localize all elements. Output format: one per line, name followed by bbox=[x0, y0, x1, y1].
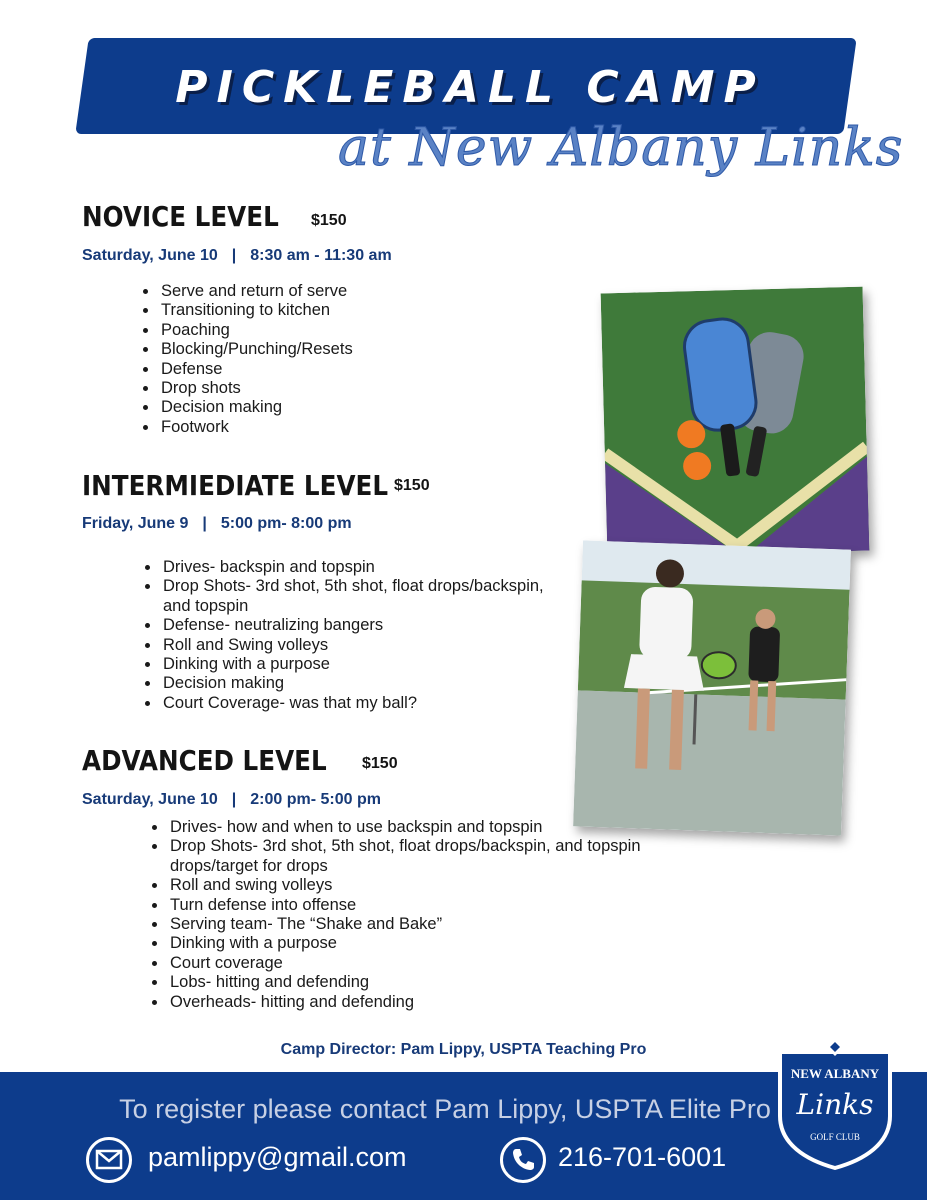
contact-phone[interactable]: 216-701-6001 bbox=[558, 1142, 727, 1172]
logo-line1: NEW ALBANY bbox=[790, 1066, 880, 1081]
topic-item: • Roll and Swing volleys bbox=[161, 636, 544, 655]
logo-line2: Links bbox=[796, 1088, 874, 1121]
topic-item: • Decision making bbox=[159, 398, 353, 417]
intermediate-price: $150 bbox=[394, 477, 430, 494]
topic-item: • Drop Shots- 3rd shot, 5th shot, float drops/backspin, and topspin bbox=[161, 577, 544, 616]
topic-item: • Court coverage bbox=[168, 954, 641, 973]
topic-item: • Dinking with a purpose bbox=[161, 655, 544, 674]
advanced-level-title: ADVANCED LEVEL bbox=[82, 744, 327, 777]
players-photo bbox=[573, 540, 851, 835]
contact-email[interactable]: pamlippy@gmail.com bbox=[148, 1142, 407, 1172]
topic-item: • Defense bbox=[159, 360, 353, 379]
topic-item: • Roll and swing volleys bbox=[168, 876, 641, 895]
topic-item: • Drop shots bbox=[159, 379, 353, 398]
topic-item: • Transitioning to kitchen bbox=[159, 301, 353, 320]
logo-line3: GOLF CLUB bbox=[810, 1132, 860, 1142]
topic-item: • Lobs- hitting and defending bbox=[168, 973, 641, 992]
advanced-topic-list bbox=[146, 818, 641, 1012]
register-text: To register please contact Pam Lippy, USPTA Elite Pro bbox=[119, 1094, 771, 1124]
phone-icon bbox=[500, 1137, 546, 1183]
intermediate-time: 5:00 pm- 8:00 pm bbox=[220, 515, 352, 532]
intermediate-day: Friday, June 9 bbox=[82, 515, 189, 532]
topic-item: • Drives- backspin and topspin bbox=[161, 558, 544, 577]
topic-item: • Blocking/Punching/Resets bbox=[159, 340, 353, 359]
topic-item: • Turn defense into offense bbox=[168, 896, 641, 915]
paddles-photo bbox=[601, 287, 870, 558]
intermediate-topic-list bbox=[139, 558, 544, 713]
advanced-time: 2:00 pm- 5:00 pm bbox=[250, 791, 381, 808]
topic-item: • Overheads- hitting and defending bbox=[168, 993, 641, 1012]
players-illustration bbox=[573, 540, 851, 835]
topic-item: • Defense- neutralizing bangers bbox=[161, 616, 544, 635]
novice-topic-list bbox=[137, 282, 353, 437]
advanced-day: Saturday, June 10 bbox=[82, 791, 218, 808]
advanced-price: $150 bbox=[362, 755, 398, 772]
topic-item: • Court Coverage- was that my ball? bbox=[161, 694, 544, 713]
topic-item: • Decision making bbox=[161, 674, 544, 693]
new-albany-links-logo bbox=[774, 1036, 896, 1170]
topic-item: • Drives- how and when to use backspin and topspin bbox=[168, 818, 641, 837]
camp-director: Camp Director: Pam Lippy, USPTA Teaching Pro bbox=[280, 1041, 647, 1058]
intermediate-level-title: INTERMIEDIATE LEVEL bbox=[82, 469, 389, 502]
envelope-icon bbox=[86, 1137, 132, 1183]
advanced-schedule: Saturday, June 10 | 2:00 pm- 5:00 pm bbox=[82, 791, 381, 808]
paddles-illustration bbox=[601, 287, 870, 558]
topic-item: • Dinking with a purpose bbox=[168, 934, 641, 953]
novice-schedule: Saturday, June 10 | 8:30 am - 11:30 am bbox=[82, 247, 392, 264]
topic-item: • Serve and return of serve bbox=[159, 282, 353, 301]
page-title: PICKLEBALL CAMP bbox=[175, 62, 765, 113]
intermediate-schedule: Friday, June 9 | 5:00 pm- 8:00 pm bbox=[82, 515, 352, 532]
topic-item: • Footwork bbox=[159, 418, 353, 437]
novice-time: 8:30 am - 11:30 am bbox=[250, 247, 392, 264]
novice-level-title: NOVICE LEVEL bbox=[82, 200, 279, 233]
topic-item: • Poaching bbox=[159, 321, 353, 340]
topic-item: • Serving team- The “Shake and Bake” bbox=[168, 915, 641, 934]
page-subtitle: at New Albany Links bbox=[338, 118, 904, 178]
novice-price: $150 bbox=[311, 212, 347, 229]
topic-item: • Drop Shots- 3rd shot, 5th shot, float drops/backspin, and topspin drops/target for drops bbox=[168, 837, 641, 876]
novice-day: Saturday, June 10 bbox=[82, 247, 218, 264]
